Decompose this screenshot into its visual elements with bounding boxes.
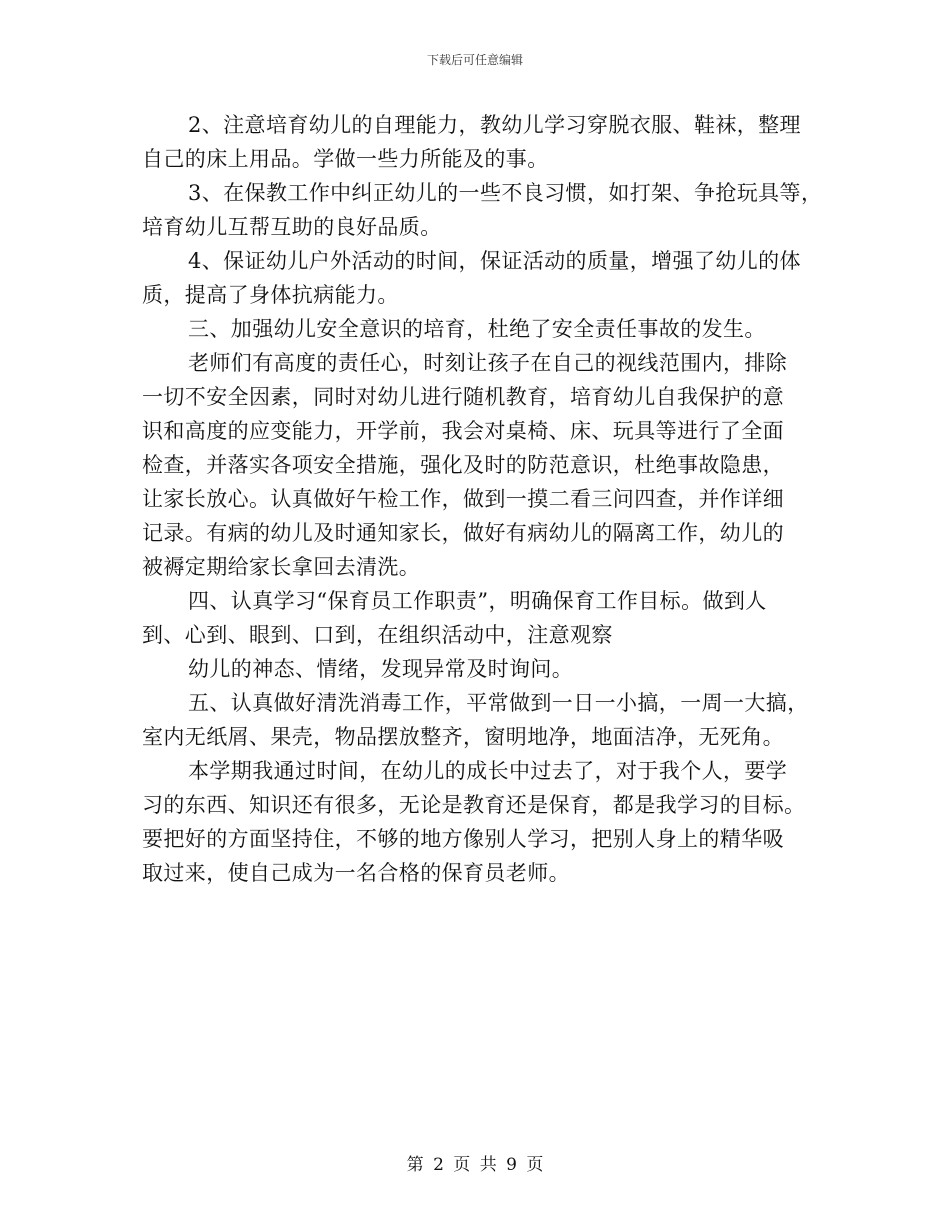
text-line: 质，提高了身体抗病能力。 — [142, 283, 399, 307]
text-line: 本学期我通过时间，在幼儿的成长中过去了，对于我个人，要学 — [188, 759, 788, 783]
text-line: 检查，并落实各项安全措施，强化及时的防范意识，杜绝事故隐患， — [142, 453, 784, 477]
text-line: 4、保证幼儿户外活动的时间，保证活动的质量，增强了幼儿的体 — [188, 249, 801, 273]
document-body — [142, 108, 822, 890]
section-heading: 三、加强幼儿安全意识的培育，杜绝了安全责任事故的发生。 — [188, 317, 766, 341]
text-line: 培育幼儿互帮互助的良好品质。 — [142, 215, 442, 239]
text-line: 幼儿的神态、情绪，发现异常及时询问。 — [188, 657, 574, 681]
text-line: 自己的床上用品。学做一些力所能及的事。 — [142, 147, 549, 171]
text-line: 老师们有高度的责任心，时刻让孩子在自己的视线范围内，排除 — [188, 351, 788, 375]
text-line: 识和高度的应变能力，开学前，我会对桌椅、床、玩具等进行了全面 — [142, 419, 784, 443]
page-header: 下载后可任意编辑 — [426, 53, 523, 67]
section-heading: 五、认真做好清洗消毒工作，平常做到一日一小搞，一周一大搞， — [188, 691, 809, 715]
text-line: 室内无纸屑、果壳，物品摆放整齐，窗明地净，地面洁净，无死角。 — [142, 725, 784, 749]
text-line: 让家长放心。认真做好午检工作，做到一摸二看三问四查，并作详细 — [142, 487, 784, 511]
text-line: 3、在保教工作中纠正幼儿的一些不良习惯，如打架、争抢玩具等， — [188, 181, 823, 205]
text-line: 记录。有病的幼儿及时通知家长，做好有病幼儿的隔离工作，幼儿的 — [142, 521, 784, 545]
text-line: 要把好的方面坚持住，不够的地方像别人学习，把别人身上的精华吸 — [142, 827, 784, 851]
text-line: 取过来，使自己成为一名合格的保育员老师。 — [142, 861, 570, 885]
section-heading: 四、认真学习“保育员工作职责”，明确保育工作目标。做到人 — [188, 589, 767, 613]
page-number: 第 2 页 共 9 页 — [406, 1155, 544, 1175]
text-line: 被褥定期给家长拿回去清洗。 — [142, 555, 421, 579]
text-line: 到、心到、眼到、口到，在组织活动中，注意观察 — [142, 623, 613, 647]
text-line: 一切不安全因素，同时对幼儿进行随机教育，培育幼儿自我保护的意 — [142, 385, 784, 409]
text-line: 2、注意培育幼儿的自理能力，教幼儿学习穿脱衣服、鞋袜，整理 — [188, 113, 801, 137]
text-line: 习的东西、知识还有很多，无论是教育还是保育，都是我学习的目标。 — [142, 793, 806, 817]
